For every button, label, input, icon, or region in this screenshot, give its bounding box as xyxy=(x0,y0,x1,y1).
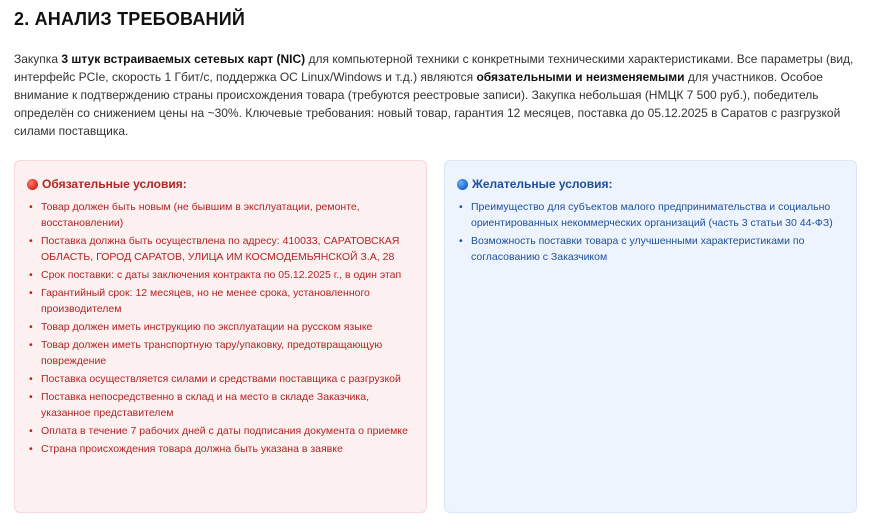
list-item: • Срок поставки: с даты заключения контракта по 05.12.2025 г., в один этап xyxy=(27,267,414,283)
list-item: • Поставка должна быть осуществлена по адресу: 410033, САРАТОВСКАЯ ОБЛАСТЬ, ГОРОД САРАТОВ, УЛИЦА ИМ КОСМОДЕМЬЯНСКОЙ З.А, 28 xyxy=(27,233,414,265)
list-item: • Страна происхождения товара должна быть указана в заявке xyxy=(27,441,414,457)
list-item: • Оплата в течение 7 рабочих дней с даты подписания документа о приемке xyxy=(27,423,414,439)
mandatory-conditions-list xyxy=(27,199,414,457)
desirable-conditions-list xyxy=(457,199,844,265)
mandatory-conditions-header xyxy=(27,177,414,191)
list-item: • Гарантийный срок: 12 месяцев, но не менее срока, установленного производителем xyxy=(27,285,414,317)
mandatory-conditions-title: Обязательные условия: xyxy=(42,177,187,191)
intro-text-1: Закупка xyxy=(14,52,62,66)
intro-paragraph xyxy=(14,50,856,140)
list-item: • Товар должен быть новым (не бывшим в эксплуатации, ремонте, восстановлении) xyxy=(27,199,414,231)
intro-text-3: для участников. Особое внимание к подтверждению страны происхождения товара (требуются реестровые записи). Закупка небольшая (НМЦК 7 500 руб.), победитель определён со снижением цены на ~30%. Ключевые требования: новый товар, гарантия 12 месяцев, поставка до 05.12.2025 в Саратов с разгрузкой силами поставщика. xyxy=(14,70,841,138)
red-circle-icon xyxy=(27,179,38,190)
list-item: • Товар должен иметь транспортную тару/упаковку, предотвращающую повреждение xyxy=(27,337,414,369)
intro-text-2: для компьютерной техники с конкретными техническими характеристиками. Все параметры (вид, интерфейс PCIe, скорость 1 Гбит/с, поддержка ОС Linux/Windows и т.д.) являются xyxy=(14,52,854,84)
section-title: 2. АНАЛИЗ ТРЕБОВАНИЙ xyxy=(14,9,245,29)
list-item: • Поставка осуществляется силами и средствами поставщика с разгрузкой xyxy=(27,371,414,387)
desirable-conditions-card xyxy=(444,160,857,513)
desirable-conditions-title: Желательные условия: xyxy=(472,177,613,191)
intro-bold-1: 3 штук встраиваемых сетевых карт (NIC) xyxy=(61,52,306,66)
desirable-conditions-header xyxy=(457,177,844,191)
blue-circle-icon xyxy=(457,179,468,190)
list-item: • Преимущество для субъектов малого предпринимательства и социально ориентированных некоммерческих организаций (часть 3 статьи 30 44-ФЗ) xyxy=(457,199,844,231)
list-item: • Товар должен иметь инструкцию по эксплуатации на русском языке xyxy=(27,319,414,335)
conditions-columns xyxy=(14,160,857,513)
list-item: • Возможность поставки товара с улучшенными характеристиками по согласованию с Заказчиком xyxy=(457,233,844,265)
mandatory-conditions-card xyxy=(14,160,427,513)
list-item: • Поставка непосредственно в склад и на место в складе Заказчика, указанное представителем xyxy=(27,389,414,421)
intro-bold-2: обязательными и неизменяемыми xyxy=(476,70,685,84)
